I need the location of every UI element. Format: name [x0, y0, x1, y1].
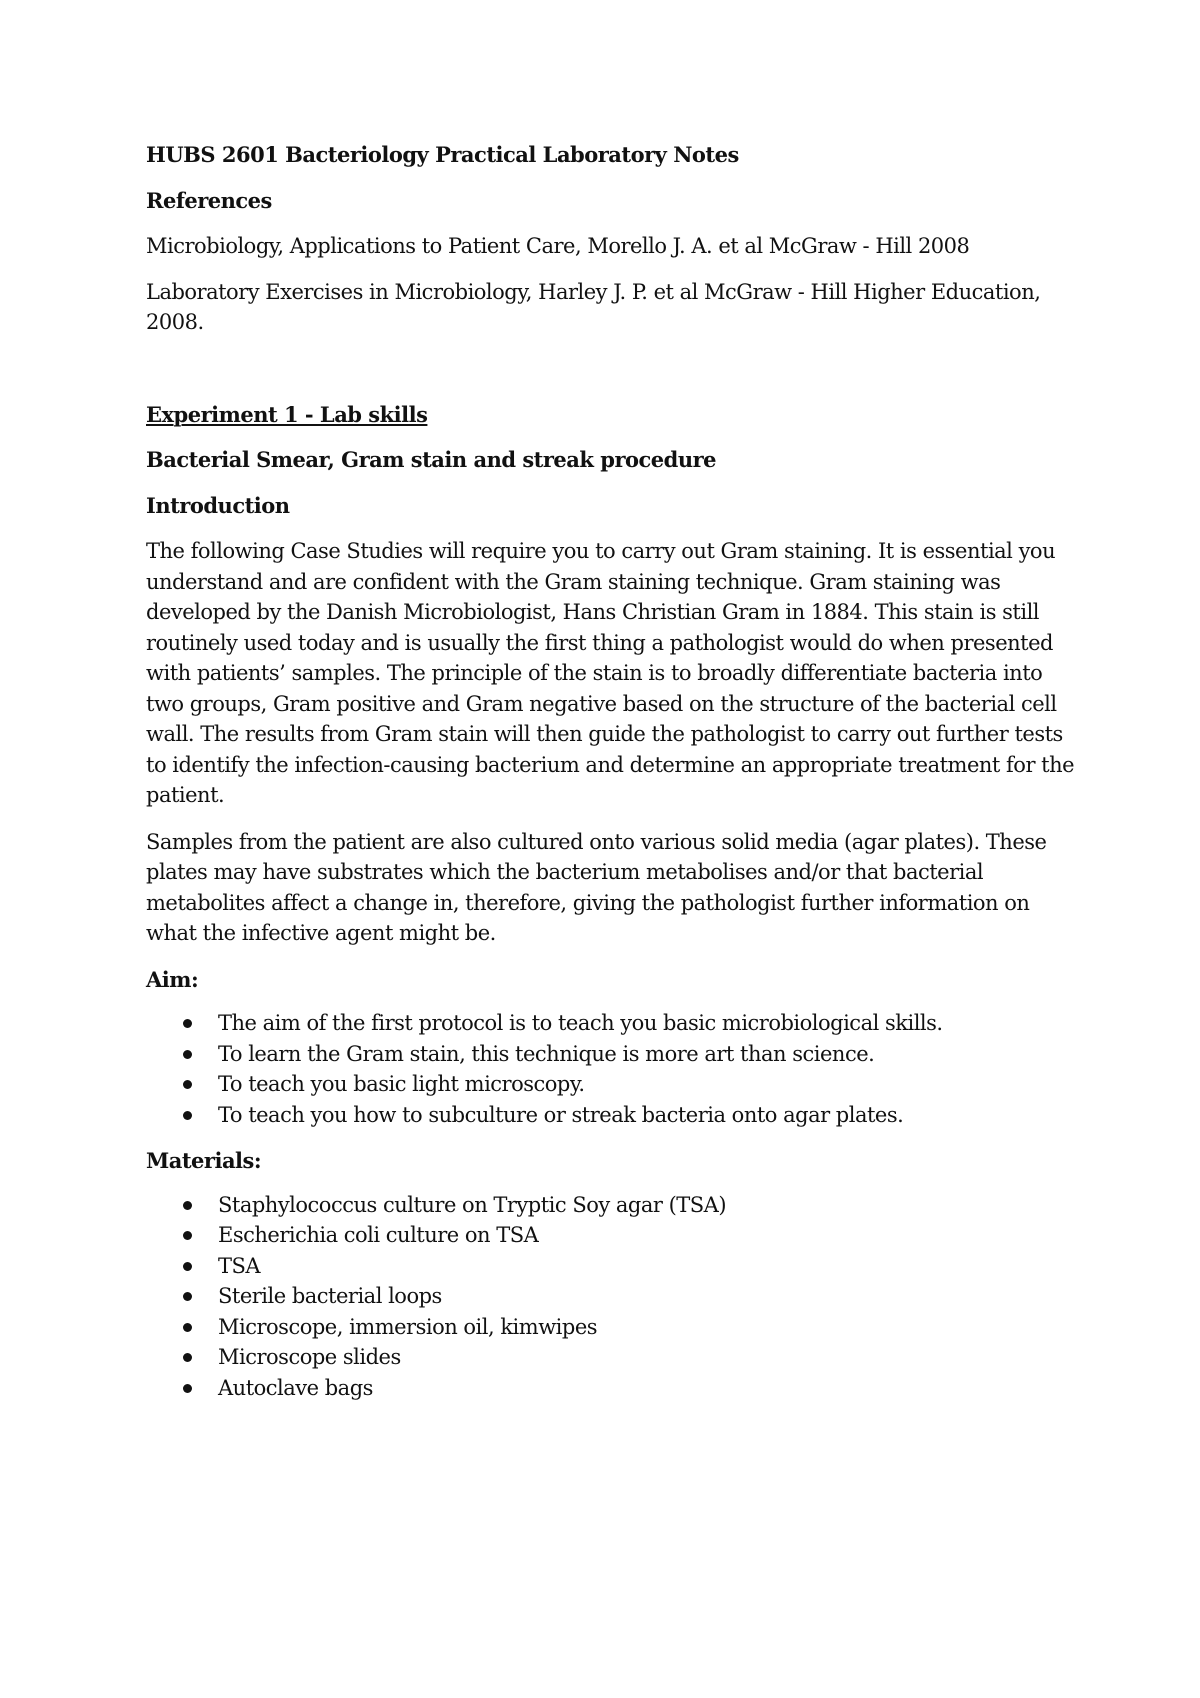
bullet-icon — [183, 1050, 192, 1059]
experiment-subheading: Bacterial Smear, Gram stain and streak procedure — [146, 447, 717, 472]
bullet-icon — [183, 1231, 192, 1240]
aim-item-text: To teach you basic light microscopy. — [218, 1072, 585, 1096]
introduction-heading: Introduction — [146, 492, 290, 518]
list-item — [146, 1342, 1076, 1373]
introduction-paragraph: The following Case Studies will require you to carry out Gram staining. It is essential you understand and are confident with the Gram staining technique. Gram staining was developed by the Danish Microbiologist, Hans Christian Gram in 1884. This stain is still routinely used today and is usually the first thing a pathologist would do when presented with patients’ samples. The principle of the stain is to broadly differentiate bacteria into two groups, Gram positive and Gram negative based on the structure of the bacterial cell wall. The results from Gram stain will then guide the pathologist to carry out further tests to identify the infection-causing bacterium and determine an appropriate treatment for the patient. — [146, 539, 1075, 807]
aim-heading: Aim: — [146, 966, 199, 992]
list-item — [146, 1373, 1076, 1404]
materials-heading: Materials: — [146, 1148, 262, 1173]
references-heading: References — [146, 187, 272, 213]
introduction-paragraph: Samples from the patient are also cultured onto various solid media (agar plates). These plates may have substrates which the bacterium metabolises and/or that bacterial metabolites affect a change in, therefore, giving the pathologist further information on what the infective agent might be. — [146, 829, 1047, 945]
bullet-icon — [183, 1019, 192, 1028]
material-item-text: TSA — [218, 1253, 261, 1278]
bullet-icon — [183, 1111, 192, 1120]
list-item — [146, 1069, 1076, 1100]
list-item — [146, 1251, 1076, 1282]
material-item-text: Sterile bacterial loops — [218, 1284, 442, 1308]
bullet-icon — [183, 1353, 192, 1362]
bullet-icon — [183, 1262, 192, 1271]
aim-list — [146, 1008, 1076, 1130]
aim-item-text: To teach you how to subculture or streak bacteria onto agar plates. — [218, 1102, 904, 1127]
materials-list — [146, 1190, 1076, 1404]
bullet-icon — [183, 1323, 192, 1332]
list-item — [146, 1100, 1076, 1131]
list-item — [146, 1190, 1076, 1221]
aim-item-text: The aim of the first protocol is to teach you basic microbiological skills. — [218, 1011, 943, 1035]
list-item — [146, 1039, 1076, 1070]
reference-item: Laboratory Exercises in Microbiology, Harley J. P. et al McGraw - Hill Higher Education, 2008. — [146, 279, 1041, 334]
bullet-icon — [183, 1292, 192, 1301]
material-item-text: Staphylococcus culture on Tryptic Soy agar (TSA) — [218, 1192, 727, 1217]
list-item — [146, 1281, 1076, 1312]
reference-item: Microbiology, Applications to Patient Care, Morello J. A. et al McGraw - Hill 2008 — [146, 234, 970, 258]
document-page — [146, 140, 1076, 1403]
bullet-icon — [183, 1201, 192, 1210]
bullet-icon — [183, 1080, 192, 1089]
list-item — [146, 1312, 1076, 1343]
aim-item-text: To learn the Gram stain, this technique is more art than science. — [218, 1041, 875, 1066]
material-item-text: Microscope, immersion oil, kimwipes — [218, 1314, 598, 1339]
material-item-text: Escherichia coli culture on TSA — [218, 1223, 539, 1247]
list-item — [146, 1008, 1076, 1039]
list-item — [146, 1220, 1076, 1251]
material-item-text: Autoclave bags — [218, 1375, 373, 1400]
document-title: HUBS 2601 Bacteriology Practical Laboratory Notes — [146, 142, 739, 167]
experiment-heading: Experiment 1 - Lab skills — [146, 401, 428, 427]
bullet-icon — [183, 1384, 192, 1393]
material-item-text: Microscope slides — [218, 1345, 401, 1369]
